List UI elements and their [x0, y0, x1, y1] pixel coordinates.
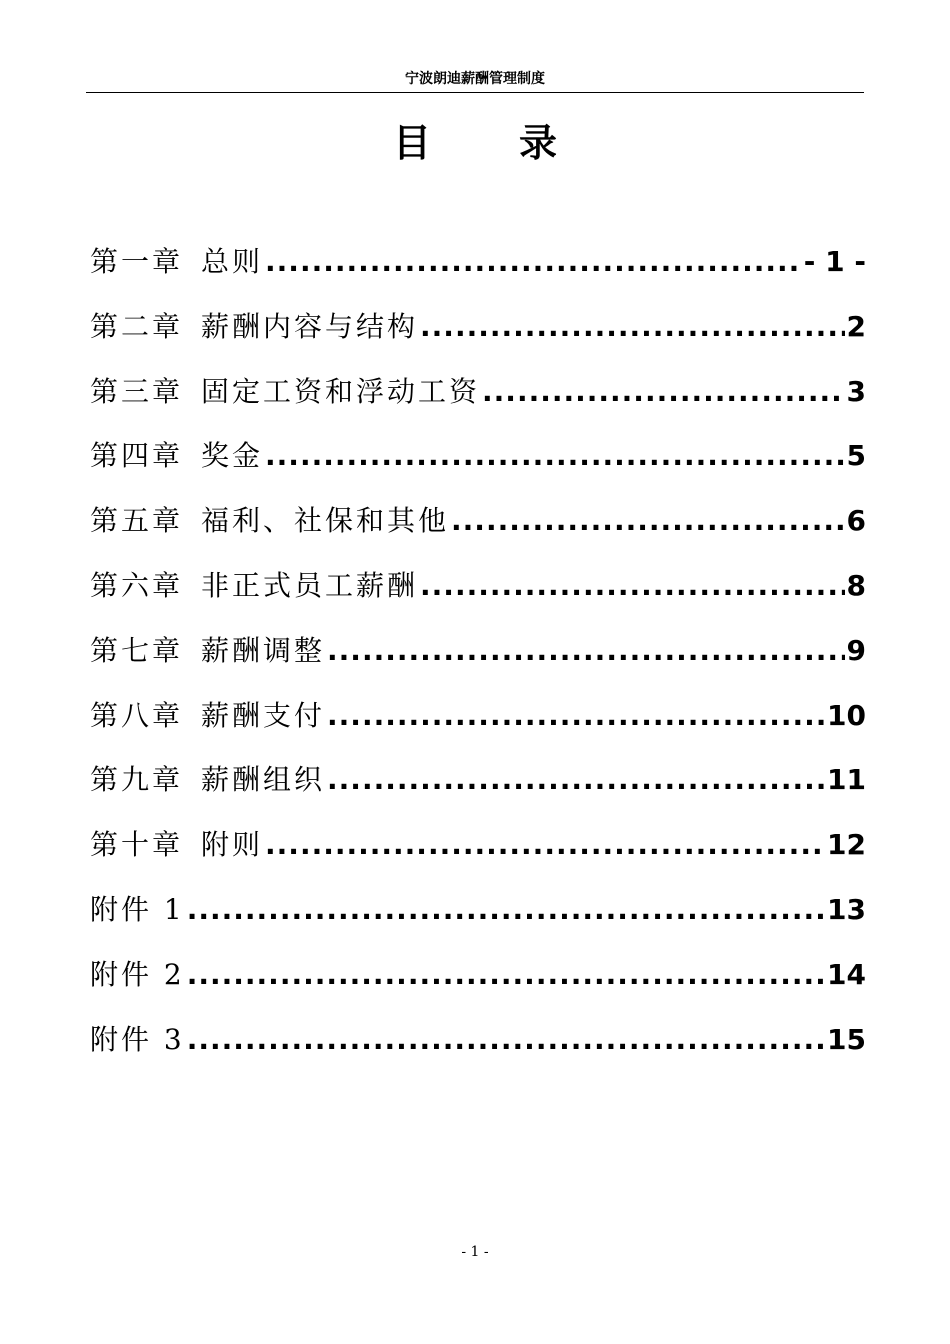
toc-title: 附则	[201, 828, 264, 862]
toc-page-number: 3	[846, 374, 866, 408]
toc-page-number: 10	[827, 698, 866, 732]
toc-page-number: 2	[846, 309, 866, 343]
dot-leader	[327, 686, 825, 746]
toc-entry-10[interactable]	[90, 815, 866, 880]
toc-chapter: 第七章	[90, 633, 184, 667]
toc-entry-7[interactable]	[90, 621, 866, 686]
toc-title: 薪酬支付	[201, 698, 326, 732]
toc-heading-right: 录	[519, 120, 558, 165]
toc-title: 薪酬调整	[201, 633, 326, 667]
toc-page-number: 9	[846, 633, 866, 667]
toc-chapter: 第一章	[90, 245, 184, 278]
toc-title: 薪酬内容与结构	[201, 309, 419, 343]
dot-leader	[187, 1010, 825, 1070]
toc-entry-appendix-3[interactable]	[90, 1010, 866, 1075]
toc-entry-label	[90, 297, 418, 357]
toc-entry-label	[90, 621, 325, 681]
toc-entry-label	[90, 1010, 185, 1070]
toc-entry-1[interactable]	[90, 232, 866, 297]
dot-leader	[265, 232, 802, 292]
toc-page-number: 15	[827, 1022, 866, 1056]
toc-title: 总则	[201, 245, 264, 278]
toc-chapter: 附件 1	[90, 892, 185, 926]
toc-page-number: 13	[827, 892, 866, 926]
toc-page-number: 5	[846, 439, 866, 473]
dot-leader	[482, 362, 844, 422]
toc-chapter: 第六章	[90, 568, 184, 602]
toc-entry-label	[90, 750, 325, 810]
toc-entry-label	[90, 426, 263, 486]
toc-entry-appendix-2[interactable]	[90, 945, 866, 1010]
toc-entry-5[interactable]	[90, 491, 866, 556]
toc-title: 奖金	[201, 439, 264, 473]
toc-entry-8[interactable]	[90, 686, 866, 751]
toc-entry-label	[90, 556, 418, 616]
toc-entry-label	[90, 491, 449, 551]
toc-entry-label	[90, 815, 263, 875]
toc-entry-label	[90, 945, 185, 1005]
dot-leader	[327, 750, 825, 810]
toc-heading-left: 目	[392, 120, 431, 165]
dot-leader	[327, 621, 844, 681]
toc-page-number: - 1 -	[803, 245, 866, 278]
toc-entry-label	[90, 232, 263, 292]
toc-entry-label	[90, 880, 185, 940]
toc-chapter: 第三章	[90, 374, 184, 408]
toc-page-number: 6	[846, 504, 866, 538]
toc-chapter: 第五章	[90, 504, 184, 538]
toc-chapter: 第四章	[90, 439, 184, 473]
toc-entry-6[interactable]	[90, 556, 866, 621]
dot-leader	[420, 297, 844, 357]
toc-chapter: 第二章	[90, 309, 184, 343]
toc-entry-3[interactable]	[90, 362, 866, 427]
toc-heading	[0, 118, 950, 168]
toc-entry-4[interactable]	[90, 426, 866, 491]
toc-page-number: 8	[846, 568, 866, 602]
toc-chapter: 附件 3	[90, 1022, 185, 1056]
toc-entry-label	[90, 362, 480, 422]
running-header: 宁波朗迪薪酬管理制度	[86, 68, 864, 93]
toc-title: 非正式员工薪酬	[201, 568, 419, 602]
toc-chapter: 第十章	[90, 828, 184, 862]
dot-leader	[420, 556, 844, 616]
dot-leader	[265, 426, 844, 486]
toc-chapter: 附件 2	[90, 957, 185, 991]
toc-chapter: 第八章	[90, 698, 184, 732]
toc-page-number: 11	[827, 763, 866, 797]
toc-entry-9[interactable]	[90, 750, 866, 815]
dot-leader	[187, 880, 825, 940]
toc-entry-label	[90, 686, 325, 746]
toc-entry-appendix-1[interactable]	[90, 880, 866, 945]
table-of-contents	[90, 232, 866, 1074]
dot-leader	[451, 491, 844, 551]
toc-title: 薪酬组织	[201, 763, 326, 797]
toc-entry-2[interactable]	[90, 297, 866, 362]
toc-chapter: 第九章	[90, 763, 184, 797]
toc-title: 固定工资和浮动工资	[201, 374, 481, 408]
page-number-footer: - 1 -	[461, 1244, 489, 1260]
toc-page-number: 12	[827, 828, 866, 862]
toc-title: 福利、社保和其他	[201, 504, 450, 538]
dot-leader	[265, 815, 825, 875]
dot-leader	[187, 945, 825, 1005]
toc-page-number: 14	[827, 957, 866, 991]
